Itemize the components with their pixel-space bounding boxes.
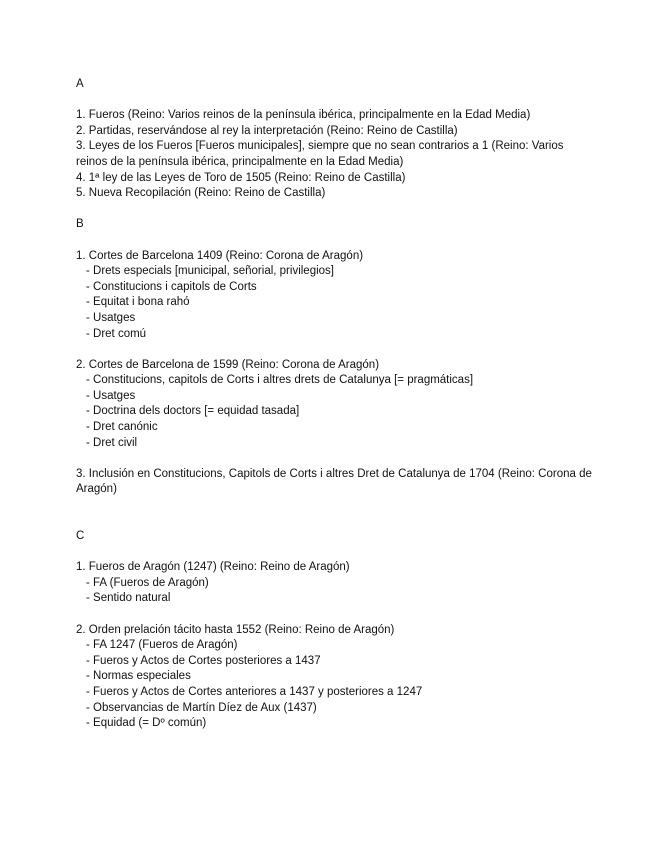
- group-title: 2. Orden prelación tácito hasta 1552 (Reino: Reino de Aragón): [76, 623, 395, 636]
- list-item: 4. 1ª ley de las Leyes de Toro de 1505 (Reino: Reino de Castilla): [76, 171, 406, 184]
- group-title: 1. Cortes de Barcelona 1409 (Reino: Corona de Aragón): [76, 249, 364, 262]
- sub-item: - Usatges: [86, 311, 136, 324]
- sub-item: - Drets especials [municipal, señorial, privilegios]: [86, 265, 334, 278]
- list-item: 1. Fueros (Reino: Varios reinos de la península ibérica, principalmente en la Edad Media): [76, 109, 531, 122]
- section-letter: A: [76, 78, 84, 90]
- list-item: 3. Leyes de los Fueros [Fueros municipales], siempre que no sean contrarios a 1 (Reino: Varios reinos de la península ibérica, principalmente en la Edad Media): [76, 140, 564, 168]
- sub-item: - Constitucions i capitols de Corts: [86, 280, 257, 293]
- group-title: 1. Fueros de Aragón (1247) (Reino: Reino de Aragón): [76, 561, 350, 574]
- sub-item: - Constitucions, capitols de Corts i altres drets de Catalunya [= pragmáticas]: [86, 374, 474, 387]
- sub-item: - FA 1247 (Fueros de Aragón): [86, 639, 238, 652]
- sub-item: - Doctrina dels doctors [= equidad tasada]: [86, 405, 300, 418]
- section-a-list: [76, 108, 596, 202]
- section-c-group-2: [76, 623, 596, 732]
- sub-item: - Observancias de Martín Díez de Aux (1437): [86, 701, 317, 714]
- sub-item: - Usatges: [86, 389, 136, 402]
- section-a: [76, 77, 596, 202]
- sub-item: - FA (Fueros de Aragón): [86, 576, 209, 589]
- sub-item: - Equitat i bona rahó: [86, 296, 190, 309]
- section-b-group-3: [76, 467, 596, 498]
- section-letter: C: [76, 530, 85, 543]
- section-b-group-1: [76, 249, 596, 343]
- sub-item: - Dret canónic: [86, 421, 158, 434]
- section-c-group-1: [76, 560, 596, 607]
- section-b: [76, 217, 596, 498]
- section-c: [76, 529, 596, 732]
- list-item: 2. Partidas, reservándose al rey la interpretación (Reino: Reino de Castilla): [76, 124, 458, 137]
- group-title: 2. Cortes de Barcelona de 1599 (Reino: Corona de Aragón): [76, 358, 380, 371]
- sub-item: - Normas especiales: [86, 670, 191, 683]
- sub-item: - Fueros y Actos de Cortes anteriores a 1437 y posteriores a 1247: [86, 685, 423, 698]
- document-page: [76, 77, 596, 732]
- sub-item: - Sentido natural: [86, 592, 171, 605]
- section-b-group-2: [76, 358, 596, 452]
- sub-item: - Dret civil: [86, 436, 138, 449]
- group-title: 3. Inclusión en Constitucions, Capitols de Corts i altres Dret de Catalunya de 1704 (Reino: Corona de Aragón): [76, 467, 592, 496]
- list-item: 5. Nueva Recopilación (Reino: Reino de Castilla): [76, 187, 326, 200]
- section-letter: B: [76, 218, 84, 231]
- sub-item: - Dret comú: [86, 327, 147, 340]
- spacer: [76, 498, 596, 529]
- sub-item: - Equidad (= Dº común): [86, 717, 207, 730]
- sub-item: - Fueros y Actos de Cortes posteriores a 1437: [86, 654, 321, 667]
